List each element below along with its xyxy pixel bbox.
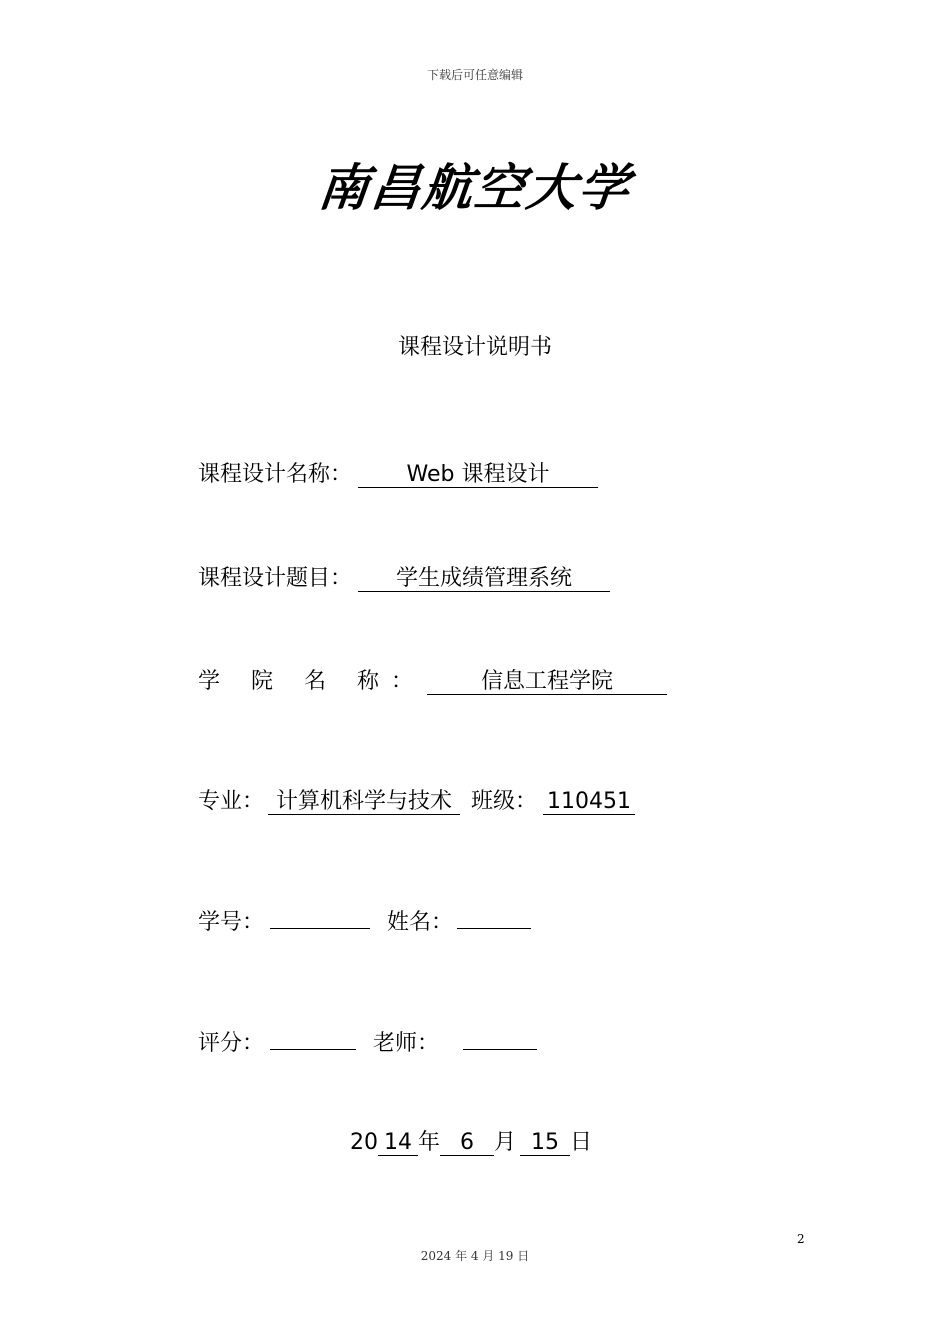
student-name-value — [457, 928, 531, 929]
date-row — [350, 1128, 592, 1158]
major-class-row — [198, 787, 635, 817]
footer-date: 2024 年 4 月 19 日 — [420, 1249, 530, 1263]
date-year-suffix: 14 — [378, 1131, 418, 1156]
college-row — [198, 667, 667, 697]
teacher-value — [463, 1049, 537, 1050]
course-name-row — [198, 460, 598, 490]
date-year-label: 年 — [418, 1130, 441, 1155]
course-topic-value: 学生成绩管理系统 — [358, 567, 610, 592]
date-year-prefix: 20 — [350, 1130, 378, 1155]
header-note: 下载后可任意编辑 — [426, 68, 523, 82]
date-day: 15 — [520, 1131, 570, 1156]
date-month: 6 — [440, 1131, 494, 1156]
student-id-label: 学号： — [198, 910, 265, 935]
document-title: 课程设计说明书 — [397, 335, 552, 360]
course-name-label: 课程设计名称： — [198, 462, 353, 487]
date-month-label: 月 — [494, 1130, 517, 1155]
class-label: 班级： — [471, 789, 538, 814]
score-row — [198, 1029, 537, 1059]
teacher-label: 老师： — [373, 1031, 440, 1056]
date-day-label: 日 — [570, 1130, 593, 1155]
college-label: 学 院 名 称： — [198, 669, 425, 694]
major-label: 专业： — [198, 789, 265, 814]
student-row — [198, 908, 531, 938]
course-topic-row — [198, 564, 610, 594]
university-logo: 南昌航空大学 — [315, 158, 634, 217]
class-value: 110451 — [543, 790, 635, 815]
student-name-label: 姓名： — [387, 910, 454, 935]
page-number: 2 — [797, 1232, 805, 1246]
major-value: 计算机科学与技术 — [268, 790, 460, 815]
college-value: 信息工程学院 — [427, 670, 667, 695]
score-value — [270, 1049, 356, 1050]
score-label: 评分： — [198, 1031, 265, 1056]
course-topic-label: 课程设计题目： — [198, 566, 353, 591]
course-name-value: Web 课程设计 — [358, 463, 598, 488]
student-id-value — [270, 928, 370, 929]
